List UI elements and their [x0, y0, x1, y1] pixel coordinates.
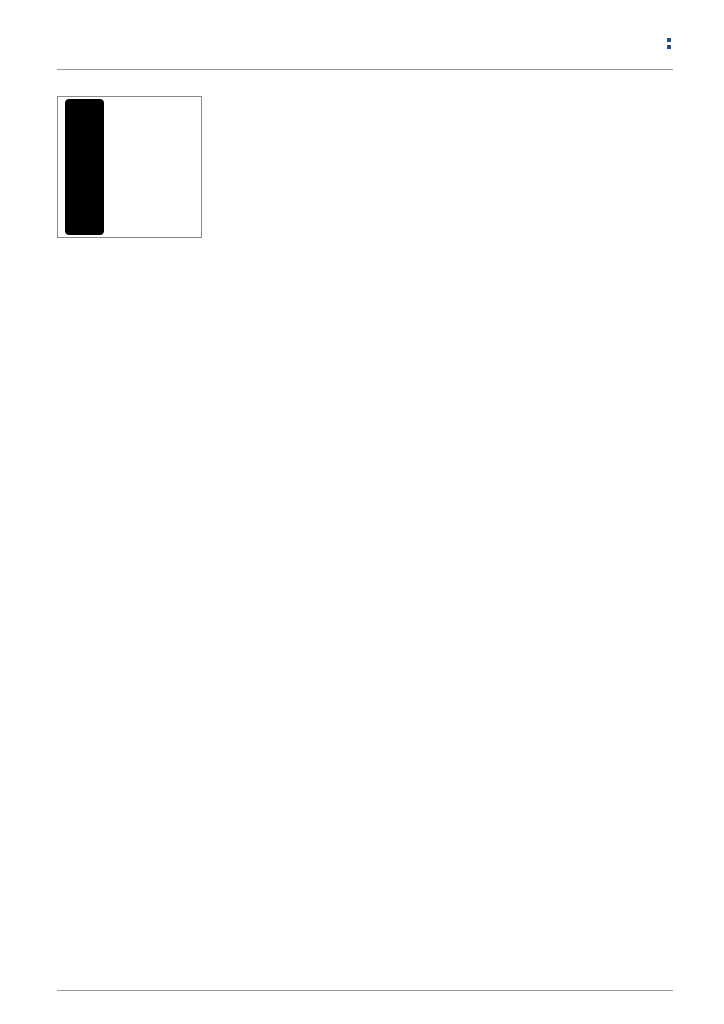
page-footer — [57, 998, 673, 1010]
page-header — [57, 20, 673, 70]
footer-divider — [57, 990, 673, 991]
header-divider — [57, 69, 673, 70]
specifications-area — [217, 94, 673, 118]
logo-dots-icon — [667, 35, 671, 52]
frame-body — [65, 99, 104, 235]
hager-logo — [667, 28, 673, 56]
product-frame-image — [64, 98, 105, 236]
product-image-box — [57, 96, 202, 238]
